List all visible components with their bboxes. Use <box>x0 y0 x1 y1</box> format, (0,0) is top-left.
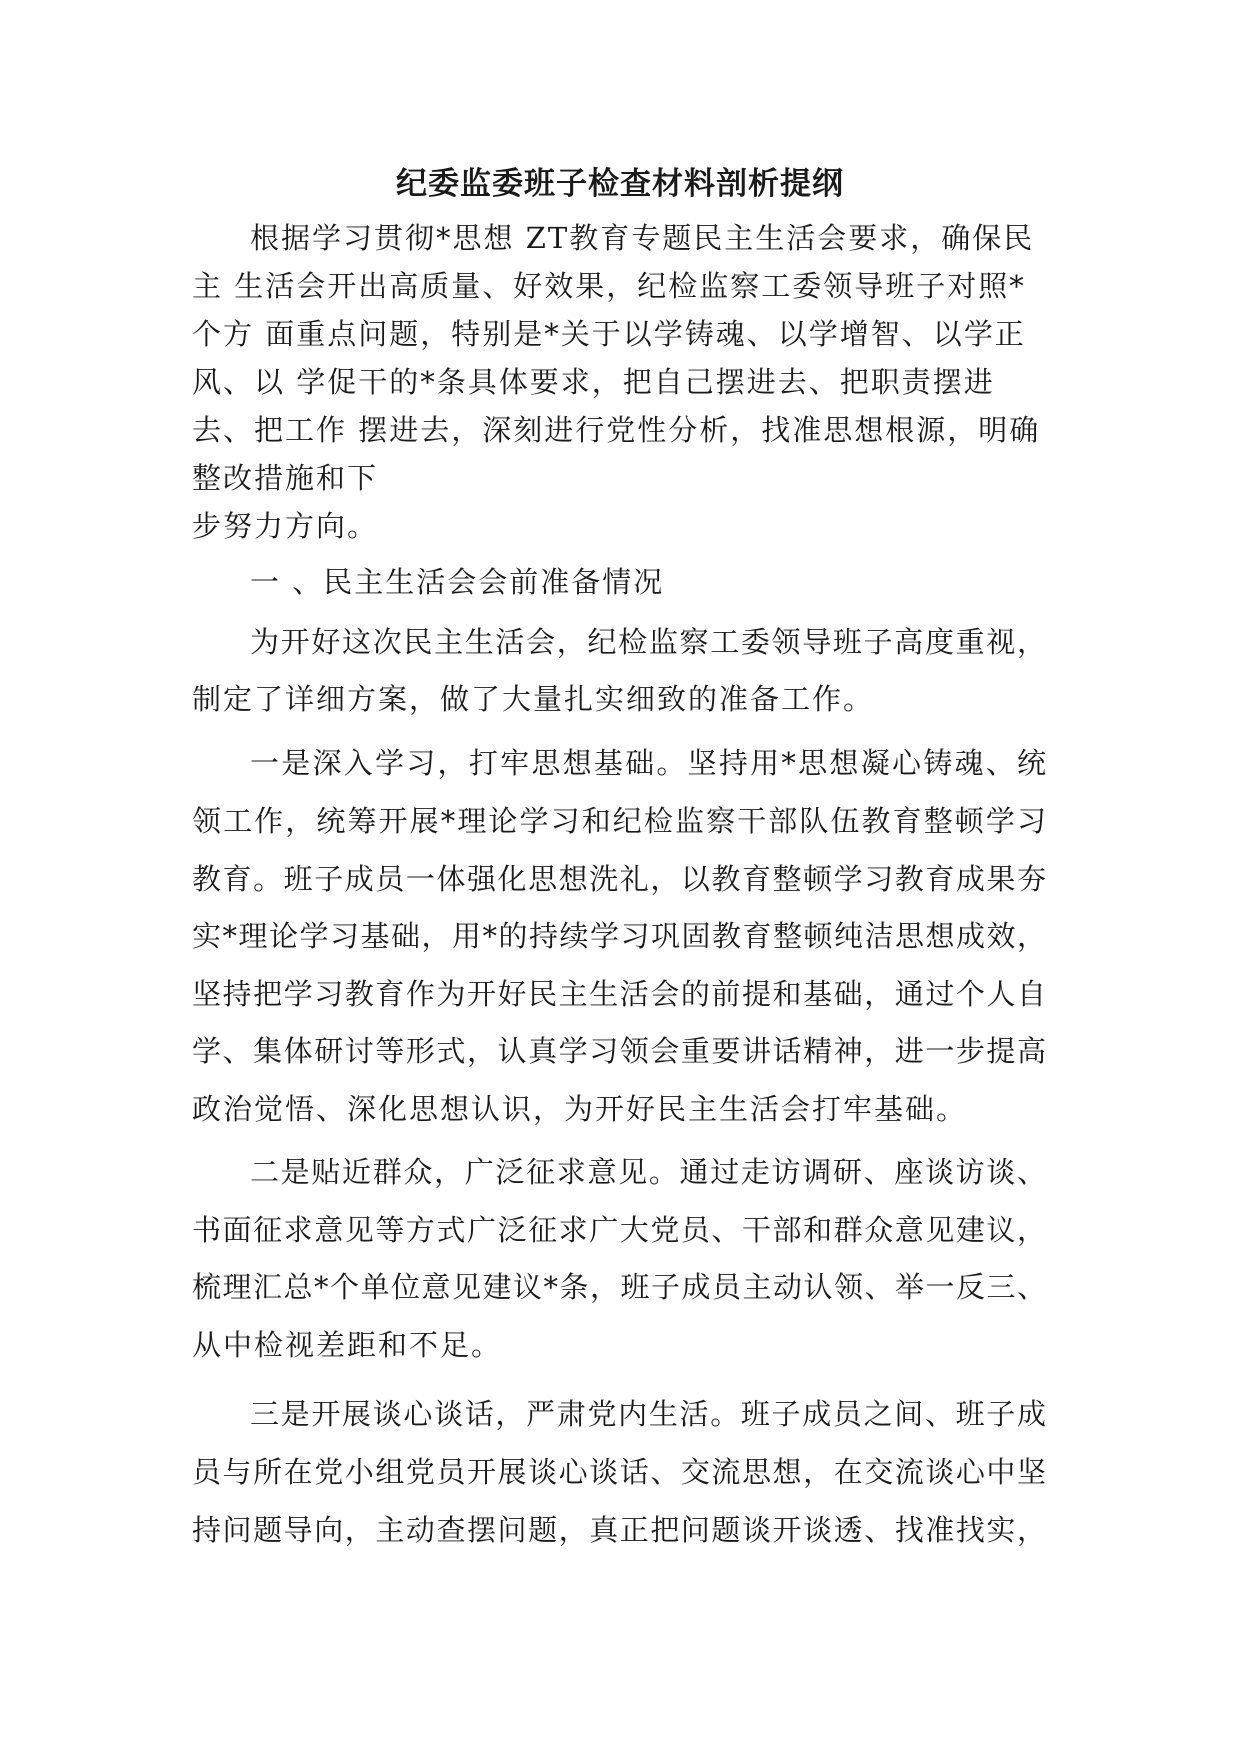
body-line: 学、集体研讨等形式，认真学习领会重要讲话精神，进一步提高 <box>192 1034 1046 1068</box>
body-line: 步努力方向。 <box>192 509 379 543</box>
body-line: 书面征求意见等方式广泛征求广大党员、干部和群众意见建议， <box>192 1213 1046 1247</box>
body-line: 梳理汇总*个单位意见建议*条，班子成员主动认领、举一反三、 <box>192 1270 1046 1304</box>
body-line: 坚持把学习教育作为开好民主生活会的前提和基础，通过个人自 <box>192 977 1046 1011</box>
body-line: 三是开展谈心谈话，严肃党内生活。班子成员之间、班子成 <box>250 1397 1046 1431</box>
body-line: 为开好这次民主生活会，纪检监察工委领导班子高度重视， <box>250 625 1046 659</box>
body-line: 一是深入学习，打牢思想基础。坚持用*思想凝心铸魂、统 <box>250 746 1046 780</box>
page-title: 纪委监委班子检查材料剖析提纲 <box>396 166 844 202</box>
body-line: 个方 面重点问题，特别是*关于以学铸魂、以学增智、以学正 <box>192 317 1026 351</box>
body-line: 去、把工作 摆进去，深刻进行党性分析，找准思想根源，明确 <box>192 413 1041 447</box>
body-line: 实*理论学习基础，用*的持续学习巩固教育整顿纯洁思想成效， <box>192 919 1046 953</box>
body-line: 制定了详细方案，做了大量扎实细致的准备工作。 <box>192 682 875 716</box>
body-line: 风、以 学促干的*条具体要求，把自己摆进去、把职责摆进 <box>192 365 995 399</box>
body-line: 政治觉悟、深化思想认识，为开好民主生活会打牢基础。 <box>192 1092 968 1126</box>
body-line: 教育。班子成员一体强化思想洗礼，以教育整顿学习教育成果夯 <box>192 862 1046 896</box>
body-line: 领工作，统筹开展*理论学习和纪检监察干部队伍教育整顿学习 <box>192 804 1046 838</box>
body-line: 二是贴近群众，广泛征求意见。通过走访调研、座谈访谈、 <box>250 1155 1046 1189</box>
body-line: 员与所在党小组党员开展谈心谈话、交流思想，在交流谈心中坚 <box>192 1455 1046 1489</box>
body-line: 主 生活会开出高质量、好效果，纪检监察工委领导班子对照* <box>192 269 1026 303</box>
body-line: 整改措施和下 <box>192 461 379 495</box>
body-line: 持问题导向，主动查摆问题，真正把问题谈开谈透、找准找实， <box>192 1513 1046 1547</box>
body-line: 根据学习贯彻*思想 ZT教育专题民主生活会要求，确保民 <box>250 221 1035 255</box>
body-line: 从中检视差距和不足。 <box>192 1328 503 1362</box>
section-heading: 一 、民主生活会会前准备情况 <box>250 565 665 599</box>
